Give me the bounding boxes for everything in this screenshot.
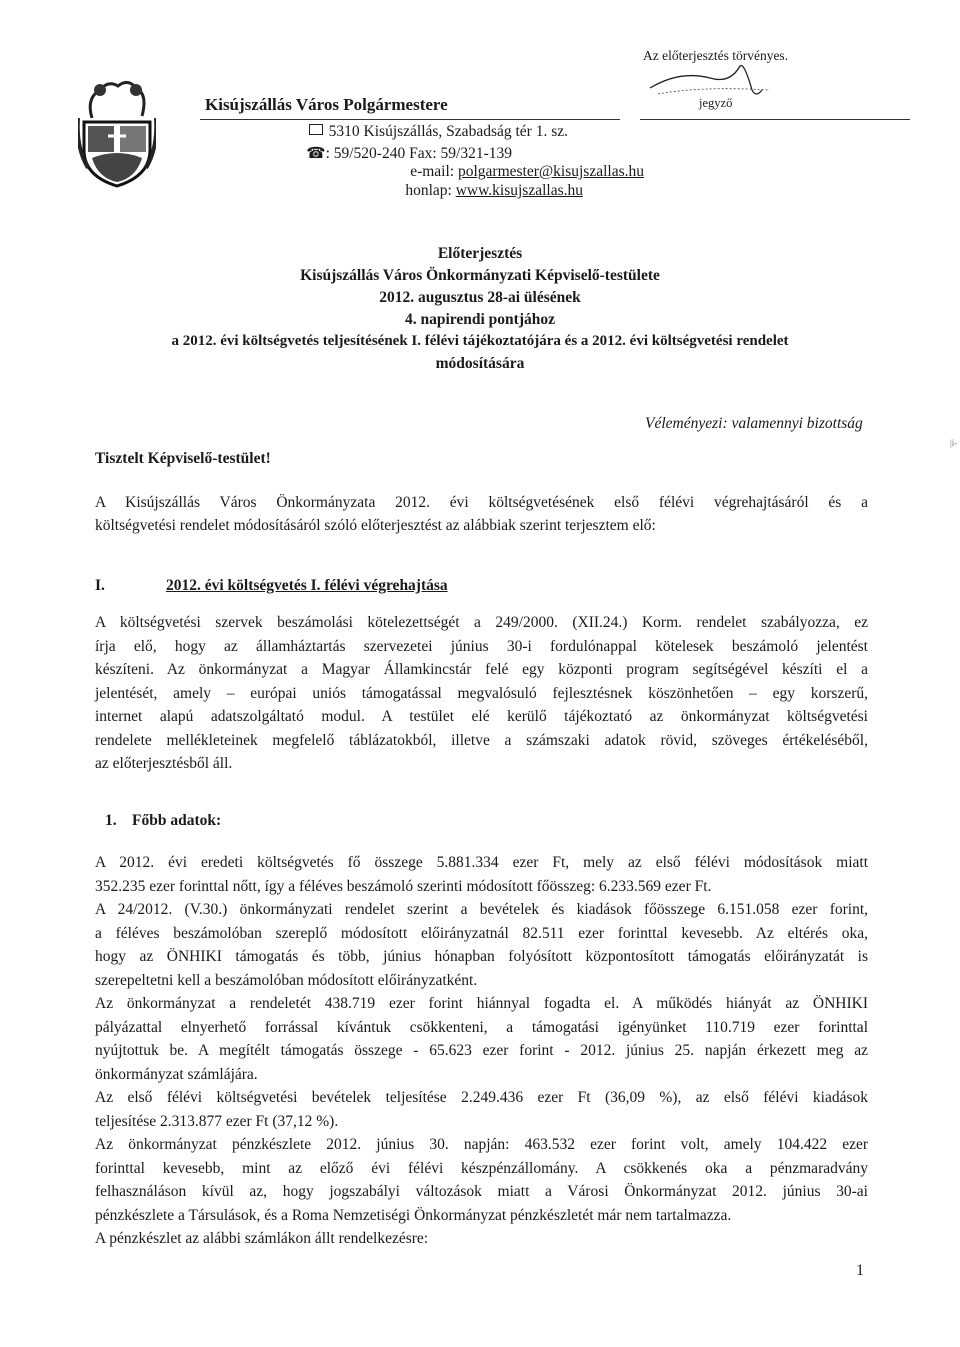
email-link[interactable]: polgarmester@kisujszallas.hu xyxy=(457,163,644,180)
notary-label: jegyző xyxy=(699,96,733,110)
data-line-15: felhasználáson kívül az, hogy jogszabályi változások miatt a Városi Önkormányzat 2012. június 30-ai xyxy=(95,1183,868,1200)
data-line-4: a féléves beszámolóban szereplő módosított előirányzatnál 82.511 ezer forinttal kevesebb. Az eltérés oka, xyxy=(95,925,868,942)
section1-line-1: A költségvetési szervek beszámolási kötelezettségét a 249/2000. (XII.24.) Korm. rendelet szabályozza, ez xyxy=(95,614,868,631)
header-rule-left xyxy=(200,119,620,120)
data-line-6: szerepeltetni kell a beszámolóban módosított előirányzatként. xyxy=(95,972,478,989)
doc-title-line-3: 2012. augusztus 28-ai ülésének xyxy=(379,289,581,306)
data-line-11: Az első félévi költségvetési bevételek teljesítése 2.249.436 ezer Ft (36,09 %), az első félévi kiadások xyxy=(95,1089,868,1106)
salutation: Tisztelt Képviselő-testület! xyxy=(95,450,271,467)
intro-line-2: költségvetési rendelet módosításáról szóló előterjesztést az alábbiak szerint terjesztem elő: xyxy=(95,517,656,534)
mail-envelope-icon xyxy=(309,124,323,135)
telephone-icon: ☎ xyxy=(306,145,326,162)
section-title: 2012. évi költségvetés I. félévi végrehajtása xyxy=(166,577,448,594)
section1-line-5: internet alapú adatszolgáltató modul. A testület elé kerülő tájékoztató az önkormányzat költségvetési xyxy=(95,708,868,725)
data-line-2: 352.235 ezer forinttal nőtt, így a féléves beszámoló szerinti módosított főösszeg: 6.233.569 ezer Ft. xyxy=(95,878,712,895)
doc-title-line-2: Kisújszállás Város Önkormányzati Képviselő-testülete xyxy=(300,267,660,284)
header-rule-right xyxy=(640,119,910,120)
data-line-12: teljesítése 2.313.877 ezer Ft (37,12 %). xyxy=(95,1113,339,1130)
mayor-office-title: Kisújszállás Város Polgármestere xyxy=(205,95,448,114)
address-text: 5310 Kisújszállás, Szabadság tér 1. sz. xyxy=(328,123,568,140)
data-line-7: Az önkormányzat a rendeletét 438.719 ezer forint hiánnyal fogadta el. A működés hiányát az ÖNHIKI xyxy=(95,995,868,1012)
data-line-13: Az önkormányzat pénzkészlete 2012. június 30. napján: 463.532 ezer forint volt, amely 104.422 ezer xyxy=(95,1136,868,1153)
section-number: I. xyxy=(95,577,105,594)
data-line-5: hogy az ÖNHIKI támogatás és több, június hónapban folyósított központosított támogatás előirányzatát is xyxy=(95,948,868,965)
website-line xyxy=(300,182,583,200)
website-label: honlap: xyxy=(405,182,456,199)
data-line-16: pénzkészlete a Társulások, és a Roma Nemzetiségi Önkormányzat pénzkészletét már nem tartalmazza. xyxy=(95,1207,732,1224)
opinion-note: Véleményezi: valamennyi bizottság xyxy=(645,415,863,432)
address-line xyxy=(250,123,568,141)
subsection-title: Főbb adatok: xyxy=(132,812,222,829)
edge-mark: |i- xyxy=(950,438,958,448)
phone-fax-text: : 59/520-240 Fax: 59/321-139 xyxy=(325,145,512,162)
section1-line-7: az előterjesztésből áll. xyxy=(95,755,233,772)
data-line-17: A pénzkészlet az alábbi számlákon állt rendelkezésre: xyxy=(95,1230,429,1247)
doc-title-line-6: módosítására xyxy=(435,355,525,372)
data-line-14: forinttal kevesebb, mint az előző évi félévi készpénzállomány. A csökkenés oka a pénzmaradvány xyxy=(95,1160,868,1177)
city-crest-logo xyxy=(78,78,156,190)
subsection-number: 1. xyxy=(105,812,117,829)
page-number: 1 xyxy=(856,1262,864,1279)
section1-line-3: készíteni. Az önkormányzat a Magyar Államkincstár felé egy központi program segítségével készíti el a xyxy=(95,661,868,678)
email-label: e-mail: xyxy=(410,163,458,180)
data-line-8: pályázattal elnyerhető forrással kívántuk csökkenteni, a támogatási igényünket 110.719 ezer forinttal xyxy=(95,1019,868,1036)
section1-line-6: rendelete mellékleteinek megfelelő táblázatokból, illetve a számszaki adatok rövid, szöveges értékeléséből, xyxy=(95,732,868,749)
email-line xyxy=(280,163,644,181)
website-link[interactable]: www.kisujszallas.hu xyxy=(455,182,583,199)
legality-approval-note: Az előterjesztés törvényes. xyxy=(643,48,789,63)
section1-line-2: írja elő, hogy az államháztartás szervezetei június 30-i fordulónappal kötelesek beszámoló jelentést xyxy=(95,638,868,655)
phone-fax-line xyxy=(260,144,512,163)
data-line-3: A 24/2012. (V.30.) önkormányzati rendelet szerint a bevételek és kiadások főösszege 6.151.058 ezer forint, xyxy=(95,901,868,918)
doc-title-line-1: Előterjesztés xyxy=(437,245,523,262)
doc-title-line-4: 4. napirendi pontjához xyxy=(404,311,555,328)
data-line-1: A 2012. évi eredeti költségvetés fő összege 5.881.334 ezer Ft, mely az első félévi módosítások miatt xyxy=(95,854,868,871)
data-line-10: önkormányzat számlájára. xyxy=(95,1066,258,1083)
intro-line-1: A Kisújszállás Város Önkormányzata 2012. évi költségvetésének első félévi végrehajtásáról és a xyxy=(95,494,868,511)
data-line-9: nyújtottuk be. A megítélt támogatás összege - 65.623 ezer forint - 2012. június 25. napján érkezett meg az xyxy=(95,1042,868,1059)
doc-title-line-5: a 2012. évi költségvetés teljesítésének I. félévi tájékoztatójára és a 2012. évi költségvetési rendelet xyxy=(171,333,789,349)
section1-line-4: jelentését, amely – európai uniós támogatással megvalósuló fejlesztésnek köszönhetően – egy korszerű, xyxy=(95,685,868,702)
handwritten-signature xyxy=(640,60,780,100)
